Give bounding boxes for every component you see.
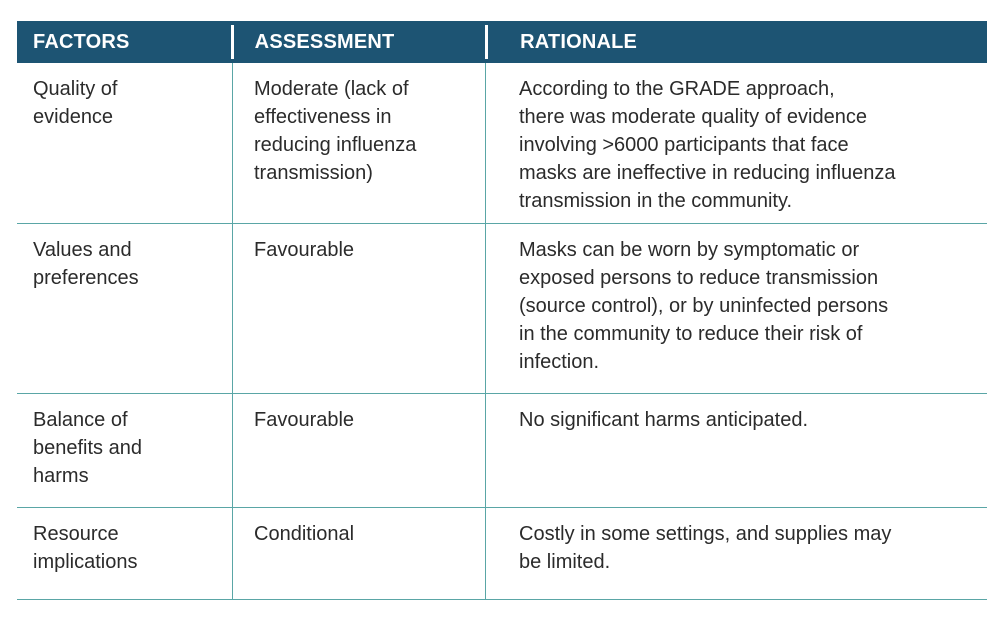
rationale-cell: No significant harms anticipated. — [519, 409, 809, 431]
table-header — [17, 21, 987, 63]
table-row — [17, 63, 987, 224]
table-row — [17, 508, 987, 600]
assessment-cell: Favourable — [233, 224, 486, 393]
factor-cell: Quality of evidence — [17, 63, 233, 223]
rationale-cell: Masks can be worn by symptomatic or exposed persons to reduce transmission (source control), or by uninfected persons in the community to reduce their risk of infection. — [519, 239, 889, 373]
table-row — [17, 224, 987, 394]
rationale-cell: According to the GRADE approach, there was moderate quality of evidence involving >6000 participants that face masks are ineffective in reducing influenza transmission in the community. — [519, 78, 896, 212]
factor-cell: Resource implications — [17, 508, 233, 599]
rationale-cell: Costly in some settings, and supplies may be limited. — [519, 523, 892, 573]
factor-cell: Values and preferences — [17, 224, 233, 393]
header-factors: FACTORS — [33, 31, 130, 53]
header-rationale: RATIONALE — [520, 31, 638, 53]
evidence-table — [17, 21, 987, 600]
table-row — [17, 394, 987, 508]
factor-cell: Balance of benefits and harms — [17, 394, 233, 507]
assessment-cell: Favourable — [233, 394, 486, 507]
assessment-cell: Moderate (lack of effectiveness in reducing influenza transmission) — [233, 63, 486, 223]
assessment-cell: Conditional — [233, 508, 486, 599]
header-assessment: ASSESSMENT — [254, 31, 395, 53]
